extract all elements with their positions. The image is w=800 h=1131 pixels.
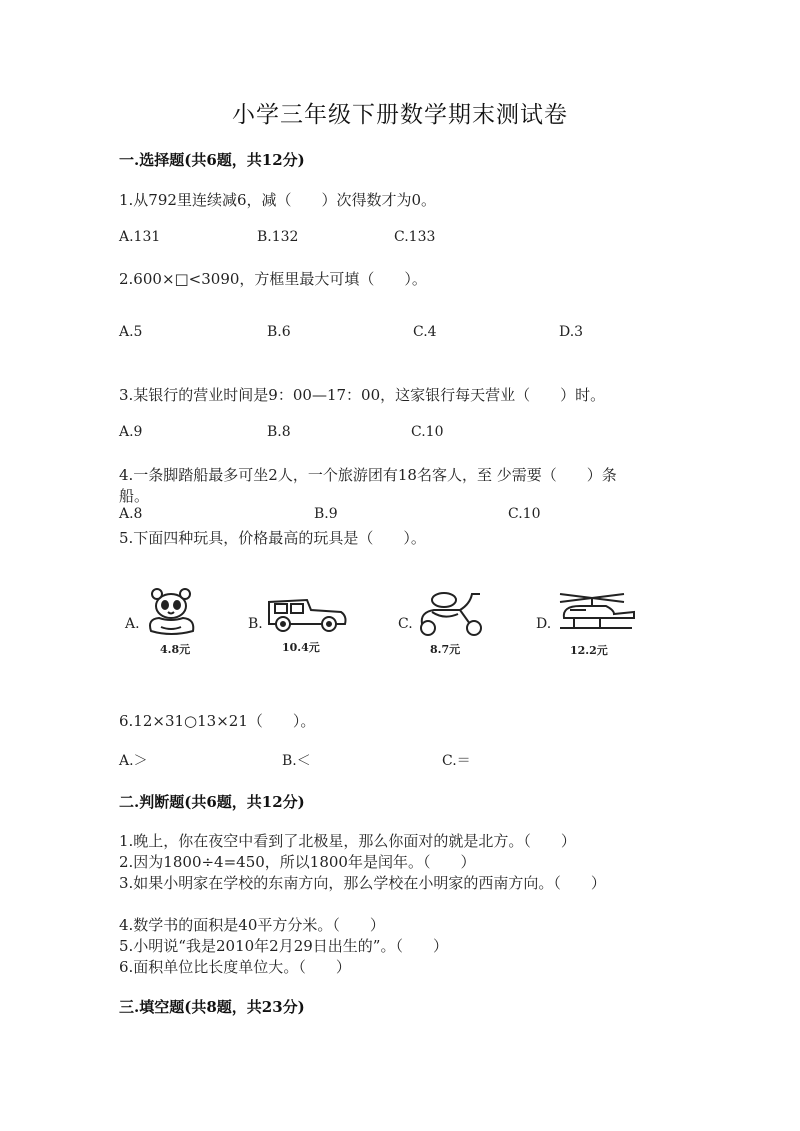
- q4-option-a: A.8: [119, 506, 143, 522]
- section-heading-judgment: 二.判断题(共6题，共12分): [119, 793, 305, 811]
- judgment-question-6: 6.面积单位比长度单位大。（ ）: [119, 958, 351, 976]
- section-heading-fill: 三.填空题(共8题，共23分): [119, 998, 305, 1016]
- q6-option-c: C.＝: [442, 753, 471, 769]
- question-3: 3.某银行的营业时间是9：00—17：00，这家银行每天营业（ ）时。: [119, 386, 606, 404]
- q6-option-a: A.＞: [119, 753, 148, 769]
- judgment-question-5: 5.小明说“我是2010年2月29日出生的”。（ ）: [119, 937, 448, 955]
- judgment-question-4: 4.数学书的面积是40平方分米。（ ）: [119, 916, 385, 934]
- q3-option-a: A.9: [119, 424, 143, 440]
- page-title: 小学三年级下册数学期末测试卷: [232, 102, 568, 128]
- q1-option-a: A.131: [119, 229, 161, 245]
- judgment-question-3: 3.如果小明家在学校的东南方向，那么学校在小明家的西南方向。（ ）: [119, 874, 606, 892]
- question-2: 2.600×□<3090，方框里最大可填（ ）。: [119, 270, 427, 288]
- q4-option-c: C.10: [508, 506, 541, 522]
- q1-option-c: C.133: [394, 229, 436, 245]
- q3-option-c: C.10: [411, 424, 444, 440]
- panda-toy-icon: [143, 587, 201, 639]
- toy-a-price: 4.8元: [160, 643, 191, 656]
- q6-option-b: B.＜: [282, 753, 311, 769]
- q4-option-b: B.9: [314, 506, 338, 522]
- toy-d-letter: D.: [536, 616, 552, 632]
- judgment-question-2: 2.因为1800÷4=450，所以1800年是闰年。（ ）: [119, 853, 476, 871]
- judgment-question-1: 1.晚上，你在夜空中看到了北极星，那么你面对的就是北方。（ ）: [119, 832, 576, 850]
- q2-option-b: B.6: [267, 324, 291, 340]
- question-5: 5.下面四种玩具，价格最高的玩具是（ ）。: [119, 529, 426, 547]
- scooter-toy-icon: [414, 590, 488, 638]
- q2-option-c: C.4: [413, 324, 437, 340]
- toy-c-price: 8.7元: [430, 643, 461, 656]
- question-1: 1.从792里连续减6，减（ ）次得数才为0。: [119, 191, 437, 209]
- question-4-line-2: 船。: [119, 487, 150, 505]
- q2-option-d: D.3: [559, 324, 584, 340]
- toy-b-price: 10.4元: [282, 641, 320, 654]
- q1-option-b: B.132: [257, 229, 299, 245]
- toy-c-letter: C.: [398, 616, 413, 632]
- toy-d-price: 12.2元: [570, 644, 608, 657]
- toy-a-letter: A.: [125, 616, 140, 632]
- toy-b-letter: B.: [248, 616, 263, 632]
- q2-option-a: A.5: [119, 324, 143, 340]
- helicopter-toy-icon: [554, 588, 638, 634]
- question-6: 6.12×31○13×21（ ）。: [119, 712, 316, 730]
- q3-option-b: B.8: [267, 424, 291, 440]
- section-heading-choice: 一.选择题(共6题，共12分): [119, 151, 305, 169]
- car-toy-icon: [263, 594, 349, 634]
- question-4-line-1: 4.一条脚踏船最多可坐2人，一个旅游团有18名客人，至 少需要（ ）条: [119, 466, 617, 484]
